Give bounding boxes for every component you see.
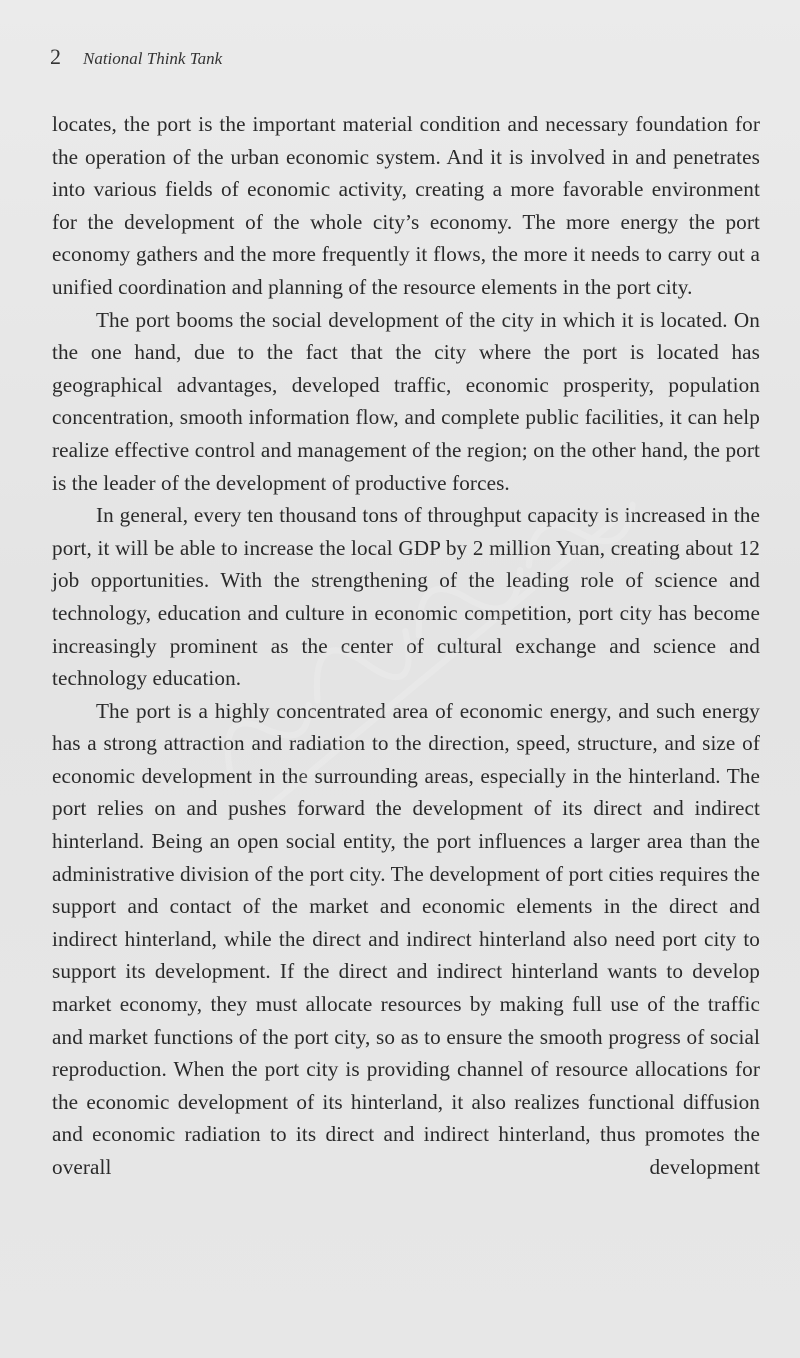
paragraph-economic-energy-hinterland: The port is a highly concentrated area of economic energy, and such energy has a strong attraction and radiation to the direction, speed, structure, and size of economic development in the surrounding areas, especially in the hinterland. The port relies on and pushes forward the development of its direct and indirect hinterland. Being an open social entity, the port influences a larger area than the administrative division of the port city. The development of port cities requires the support and contact of the market and economic elements in the direct and indirect hinterland, while the direct and indirect hinterland also need port city to support its development. If the direct and indirect hinterland wants to develop market economy, they must allocate resources by making full use of the traffic and market functions of the port city, so as to ensure the smooth progress of social reproduction. When the port city is providing channel of resource allocations for the economic development of its hinterland, it also realizes functional diffusion and economic radiation to its direct and indirect hinterland, thus promotes the overall development xyxy=(52,698,760,1179)
running-title: National Think Tank xyxy=(83,49,223,68)
page-header xyxy=(50,44,222,74)
page-body xyxy=(52,108,760,1184)
paragraph-throughput-gdp: In general, every ten thousand tons of throughput capacity is increased in the port, it will be able to increase the local GDP by 2 million Yuan, creating about 12 job opportunities. With the strengthening of the leading role of science and technology, education and culture in economic competition, port city has become increasingly prominent as the center of cultural exchange and science and technology education. xyxy=(52,503,760,691)
paragraph-continuation: locates, the port is the important material condition and necessary foundation for the operation of the urban economic system. And it is involved in and penetrates into various fields of economic activity, creating a more favorable environment for the development of the whole city’s economy. The more energy the port economy gathers and the more frequently it flows, the more it needs to carry out a unified coordination and planning of the resource elements in the port city. xyxy=(52,112,760,299)
paragraph-port-social-development: The port booms the social development of the city in which it is located. On the one hand, due to the fact that the city where the port is located has geographical advantages, developed traffic, economic prosperity, population concentration, smooth information flow, and complete public facilities, it can help realize effective control and management of the region; on the other hand, the port is the leader of the development of productive forces. xyxy=(52,307,760,495)
page-number: 2 xyxy=(50,44,61,69)
